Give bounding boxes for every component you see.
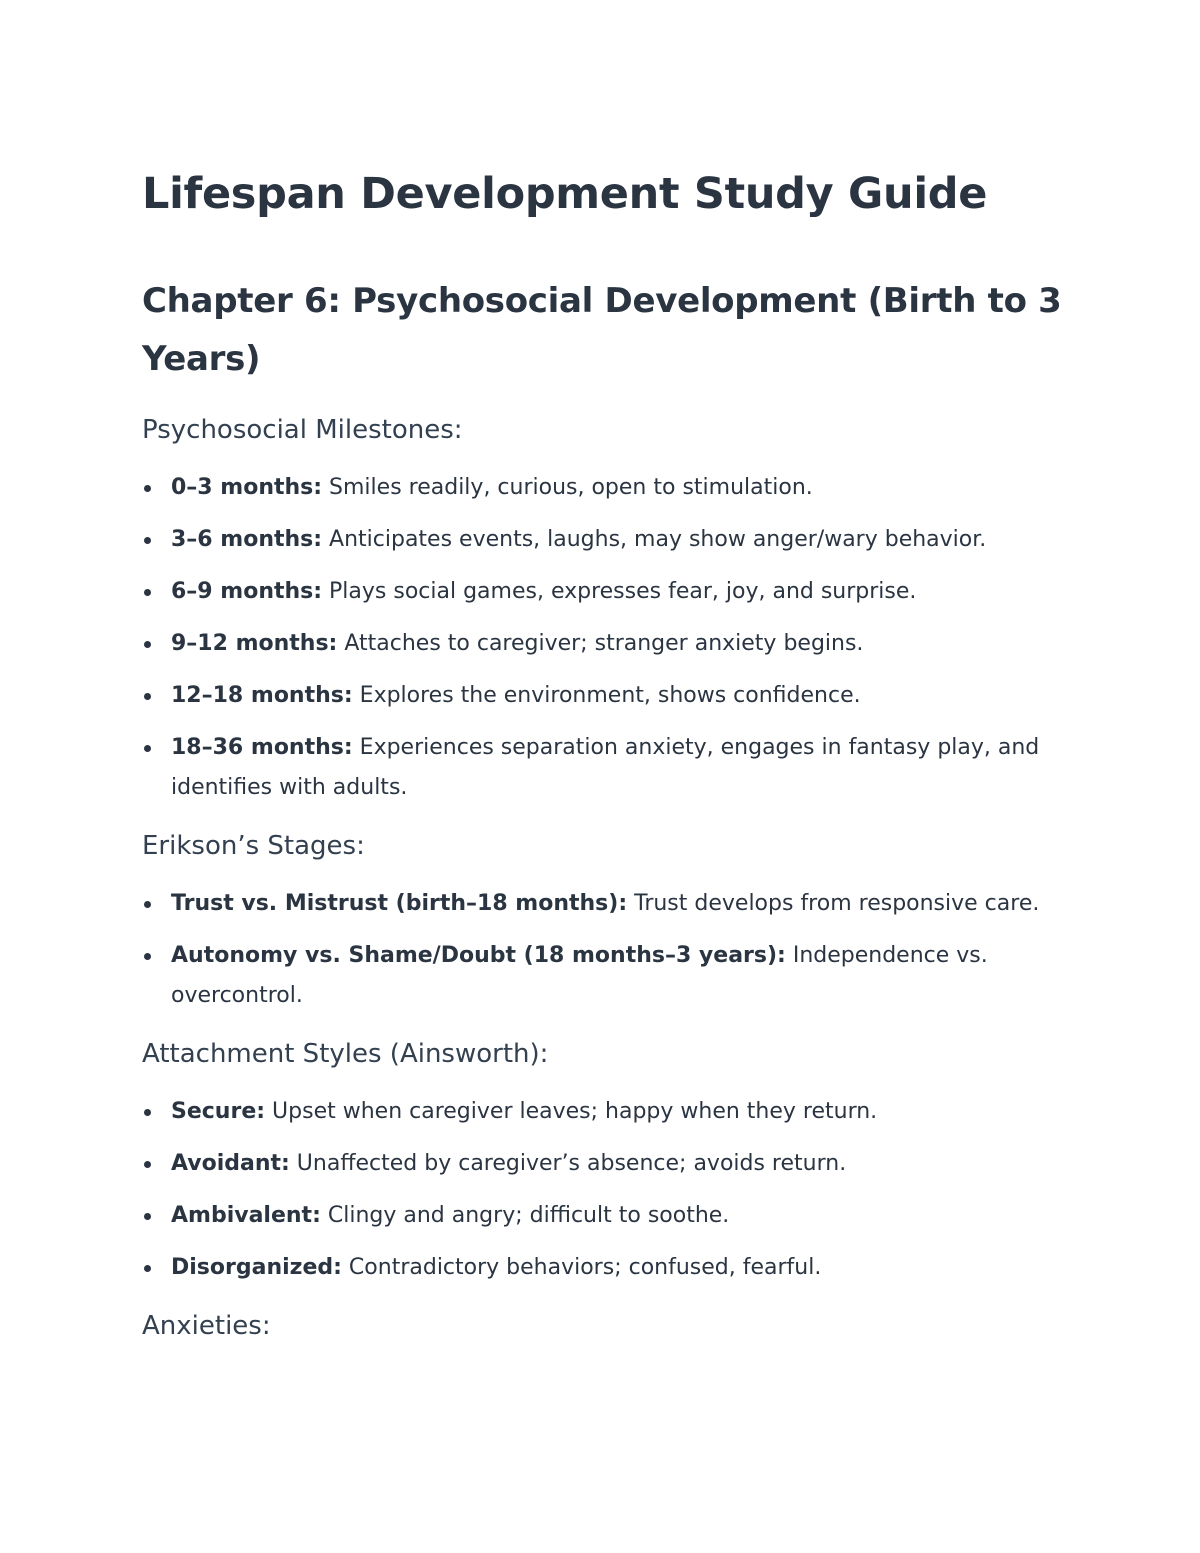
list-item xyxy=(142,572,1072,612)
attachment-list xyxy=(142,1092,1072,1288)
section-heading-anxieties: Anxieties: xyxy=(142,1311,271,1341)
document-page xyxy=(142,166,1072,1364)
list-item-term: Ambivalent: xyxy=(171,1203,321,1228)
list-item-term: Trust vs. Mistrust (birth–18 months): xyxy=(171,891,628,916)
list-item-text: Smiles readily, curious, open to stimulation. xyxy=(322,475,813,500)
list-item-text: Attaches to caregiver; stranger anxiety begins. xyxy=(337,631,864,656)
list-item-text: Anticipates events, laughs, may show anger/wary behavior. xyxy=(322,527,987,552)
list-item xyxy=(142,624,1072,664)
list-item xyxy=(142,1196,1072,1236)
erikson-list xyxy=(142,884,1072,1016)
chapter-title: Chapter 6: Psychosocial Development (Birth to 3 Years) xyxy=(142,281,1062,379)
list-item xyxy=(142,936,1072,1016)
list-item xyxy=(142,1144,1072,1184)
list-item-text: Unaffected by caregiver’s absence; avoids return. xyxy=(289,1151,847,1176)
list-item-term: Secure: xyxy=(171,1099,266,1124)
list-item xyxy=(142,520,1072,560)
list-item-term: Disorganized: xyxy=(171,1255,342,1280)
section-heading-attachment: Attachment Styles (Ainsworth): xyxy=(142,1039,549,1069)
list-item-text: Trust develops from responsive care. xyxy=(627,891,1040,916)
list-item-text: Plays social games, expresses fear, joy, and surprise. xyxy=(322,579,917,604)
section-heading-erikson: Erikson’s Stages: xyxy=(142,831,365,861)
list-item-text: Explores the environment, shows confidence. xyxy=(352,683,861,708)
list-item-text: Upset when caregiver leaves; happy when they return. xyxy=(265,1099,878,1124)
list-item-term: Avoidant: xyxy=(171,1151,290,1176)
list-item-text: Experiences separation anxiety, engages in fantasy play, and identifies with adults. xyxy=(171,735,1040,800)
list-item xyxy=(142,1092,1072,1132)
list-item-term: 12–18 months: xyxy=(171,683,353,708)
list-item-text: Independence vs. overcontrol. xyxy=(171,943,988,1008)
list-item-term: Autonomy vs. Shame/Doubt (18 months–3 years): xyxy=(171,943,786,968)
section-heading-milestones: Psychosocial Milestones: xyxy=(142,415,463,445)
list-item xyxy=(142,884,1072,924)
document-title: Lifespan Development Study Guide xyxy=(142,169,988,219)
list-item-term: 0–3 months: xyxy=(171,475,323,500)
list-item-term: 18–36 months: xyxy=(171,735,353,760)
list-item-term: 3–6 months: xyxy=(171,527,323,552)
list-item-term: 9–12 months: xyxy=(171,631,338,656)
list-item xyxy=(142,676,1072,716)
milestones-list xyxy=(142,468,1072,808)
list-item xyxy=(142,468,1072,508)
list-item xyxy=(142,728,1072,808)
list-item-text: Clingy and angry; difficult to soothe. xyxy=(320,1203,730,1228)
list-item-text: Contradictory behaviors; confused, fearful. xyxy=(341,1255,822,1280)
list-item xyxy=(142,1248,1072,1288)
list-item-term: 6–9 months: xyxy=(171,579,323,604)
